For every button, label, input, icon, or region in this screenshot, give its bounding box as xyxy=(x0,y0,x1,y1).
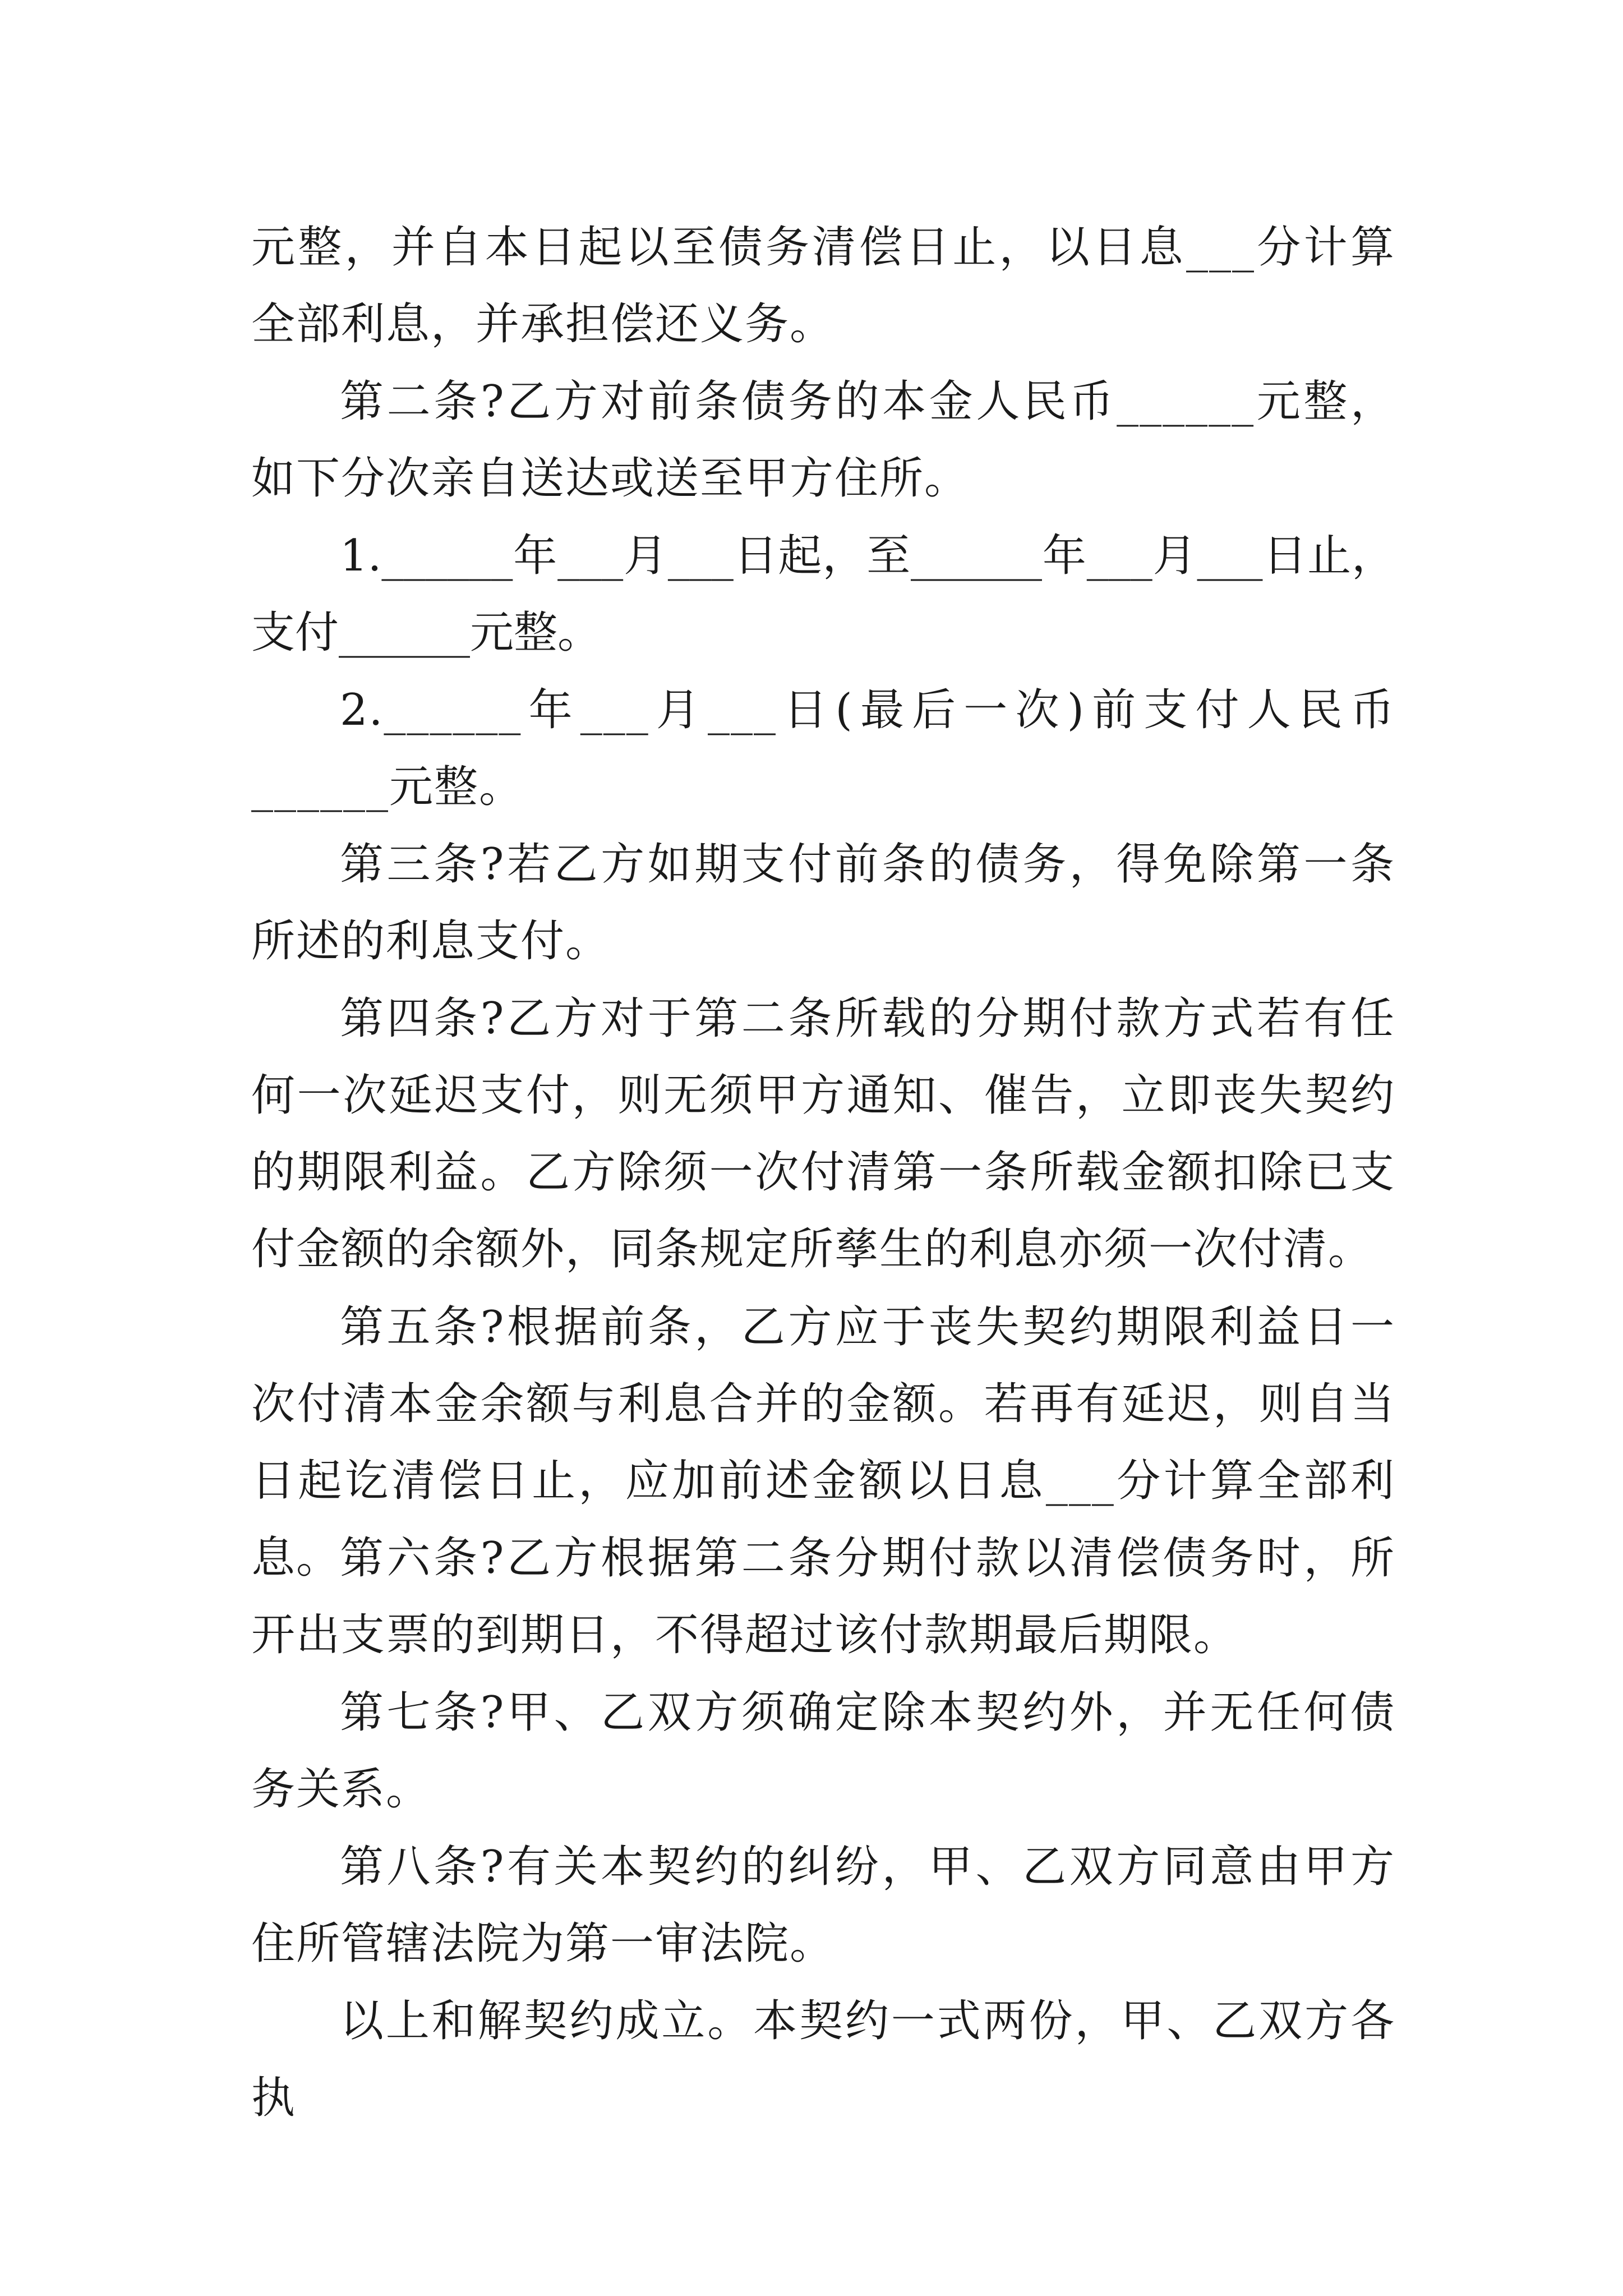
paragraph-installment-1: 1.______年___月___日起，至______年___月___日止，支付______元整。 xyxy=(251,531,1395,658)
paragraph-article-5: 第五条?根据前条，乙方应于丧失契约期限利益日一次付清本金余额与利息合并的金额。若再有延迟，则自当日起讫清偿日止，应加前述金额以日息___分计算全部利息。 xyxy=(251,1302,1395,1583)
paragraph-closing: 以上和解契约成立。本契约一式两份，甲、乙双方各执 xyxy=(251,1996,1395,2123)
paragraph-article-2: 第二条?乙方对前条债务的本金人民币______元整，如下分次亲自送达或送至甲方住所。 xyxy=(251,376,1395,504)
paragraph-installment-2: 2.______年___月___日(最后一次)前支付人民币______元整。 xyxy=(251,685,1395,812)
paragraph-article-4: 第四条?乙方对于第二条所载的分期付款方式若有任何一次延迟支付，则无须甲方通知、催告，立即丧失契约的期限利益。乙方除须一次付清第一条所载金额扣除已支付金额的余额外，同条规定所孳生的利息亦须一次付清。 xyxy=(251,993,1395,1274)
paragraph-continuation-article-1: 元整，并自本日起以至债务清偿日止，以日息___分计算全部利息，并承担偿还义务。 xyxy=(251,222,1395,349)
paragraph-article-3: 第三条?若乙方如期支付前条的债务，得免除第一条所述的利息支付。 xyxy=(251,839,1395,967)
paragraph-article-7: 第七条?甲、乙双方须确定除本契约外，并无任何债务关系。 xyxy=(251,1687,1395,1815)
paragraph-article-8: 第八条?有关本契约的纠纷，甲、乙双方同意由甲方住所管辖法院为第一审法院。 xyxy=(251,1842,1395,1969)
paragraph-article-6: 第六条?乙方根据第二条分期付款以清偿债务时，所开出支票的到期日，不得超过该付款期最后期限。 xyxy=(251,1533,1395,1660)
